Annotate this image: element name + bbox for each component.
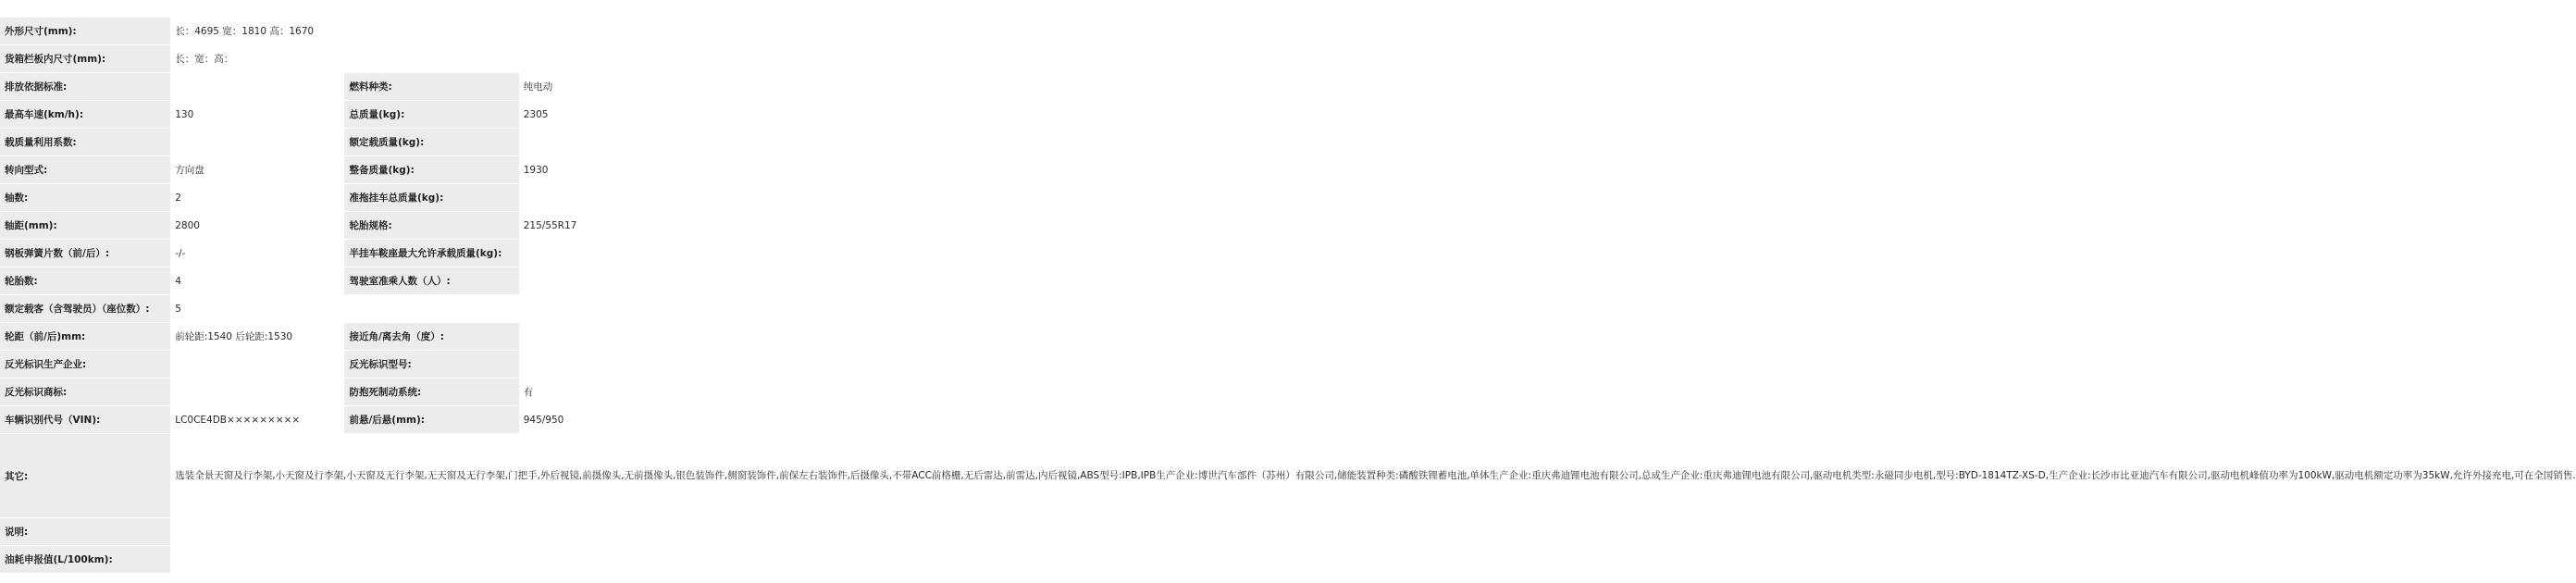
table-row xyxy=(0,240,694,267)
steering-type-label: 转向型式: xyxy=(0,156,170,184)
table-row xyxy=(0,434,694,518)
table-row xyxy=(0,129,694,156)
table-row xyxy=(0,184,694,212)
wheelbase-value: 2800 xyxy=(170,212,344,240)
track-width-value: 前轮距:1540 后轮距:1530 xyxy=(170,323,344,351)
reflector-maker-value xyxy=(170,351,344,378)
other-value: 选装全景天窗及行李架,小天窗及行李架,小天窗及无行李架,无天窗及无行李架,门把手,外后视镜,前摄像头,无前摄像头,银色装饰件,侧窗装饰件,前保左右装饰件,后摄像头,不带ACC前格栅,无后雷达,前雷达,内后视镜,ABS型号:IPB,IPB生产企业:博世汽车部件（苏州）有限公司,储能装置种类:磷酸铁锂蓄电池,单体生产企业:重庆弗迪锂电池有限公司,总成生产企业:重庆弗迪锂电池有限公司,驱动电机类型:永磁同步电机,型号:BYD-1814TZ-XS-D,生产企业:长沙市比亚迪汽车有限公司,驱动电机峰值功率为100kW,驱动电机额定功率为35kW,允许外接充电,可在全国销售. xyxy=(170,434,694,518)
reflector-brand-label: 反光标识商标: xyxy=(0,378,170,406)
notes-value xyxy=(170,518,694,546)
seat-count-label: 额定载客（含驾驶员）（座位数）: xyxy=(0,295,170,323)
tire-spec-label: 轮胎规格: xyxy=(344,212,518,240)
steering-type-value: 方向盘 xyxy=(170,156,344,184)
approach-angle-value xyxy=(519,323,694,351)
table-row xyxy=(0,156,694,184)
emission-standard-value xyxy=(170,73,344,101)
rated-load-value xyxy=(519,129,694,156)
seat-count-value: 5 xyxy=(170,295,694,323)
fuel-type-value: 纯电动 xyxy=(519,73,694,101)
tire-spec-value: 215/55R17 xyxy=(519,212,694,240)
vin-label: 车辆识别代号（VIN): xyxy=(0,406,170,434)
fuel-consumption-value xyxy=(170,546,694,574)
other-label: 其它: xyxy=(0,434,170,518)
vehicle-spec-table xyxy=(0,17,2576,574)
cargo-box-dimensions-value: 长：宽：高： xyxy=(170,45,694,73)
table-row xyxy=(0,406,694,434)
tire-count-label: 轮胎数: xyxy=(0,267,170,295)
max-speed-value: 130 xyxy=(170,101,344,129)
rated-load-label: 额定载质量(kg): xyxy=(344,129,518,156)
table-row xyxy=(0,518,694,546)
outer-dimensions-label: 外形尺寸(mm): xyxy=(0,18,170,45)
total-mass-value: 2305 xyxy=(519,101,694,129)
approach-angle-label: 接近角/离去角（度）: xyxy=(344,323,518,351)
abs-value: 有 xyxy=(519,378,694,406)
table-row xyxy=(0,351,694,378)
curb-weight-label: 整备质量(kg): xyxy=(344,156,518,184)
cab-capacity-label: 驾驶室准乘人数（人）: xyxy=(344,267,518,295)
leaf-spring-label: 钢板弹簧片数（前/后）: xyxy=(0,240,170,267)
fuel-consumption-label: 油耗申报值(L/100km): xyxy=(0,546,170,574)
abs-label: 防抱死制动系统: xyxy=(344,378,518,406)
fuel-type-label: 燃料种类: xyxy=(344,73,518,101)
table-row xyxy=(0,101,694,129)
tire-count-value: 4 xyxy=(170,267,344,295)
curb-weight-value: 1930 xyxy=(519,156,694,184)
saddle-load-value xyxy=(519,240,694,267)
emission-standard-label: 排放依据标准: xyxy=(0,73,170,101)
reflector-brand-value xyxy=(170,378,344,406)
load-utilization-value xyxy=(170,129,344,156)
table-row xyxy=(0,267,694,295)
vin-value: LC0CE4DB××××××××× xyxy=(170,406,344,434)
reflector-model-label: 反光标识型号: xyxy=(344,351,518,378)
total-mass-label: 总质量(kg): xyxy=(344,101,518,129)
table-row xyxy=(0,212,694,240)
table-row xyxy=(0,45,694,73)
axle-count-label: 轴数: xyxy=(0,184,170,212)
cab-capacity-value xyxy=(519,267,694,295)
table-row xyxy=(0,73,694,101)
table-row xyxy=(0,546,694,574)
load-utilization-label: 载质量利用系数: xyxy=(0,129,170,156)
axle-count-value: 2 xyxy=(170,184,344,212)
table-row xyxy=(0,378,694,406)
track-width-label: 轮距（前/后)mm: xyxy=(0,323,170,351)
wheelbase-label: 轴距(mm): xyxy=(0,212,170,240)
outer-dimensions-value: 长：4695 宽：1810 高：1670 xyxy=(170,18,694,45)
overhang-value: 945/950 xyxy=(519,406,694,434)
trailer-mass-label: 准拖挂车总质量(kg): xyxy=(344,184,518,212)
saddle-load-label: 半挂车鞍座最大允许承载质量(kg): xyxy=(344,240,518,267)
leaf-spring-value: -/- xyxy=(170,240,344,267)
table-row xyxy=(0,295,694,323)
overhang-label: 前悬/后悬(mm): xyxy=(344,406,518,434)
table-row xyxy=(0,18,694,45)
trailer-mass-value xyxy=(519,184,694,212)
reflector-model-value xyxy=(519,351,694,378)
cargo-box-dimensions-label: 货箱栏板内尺寸(mm): xyxy=(0,45,170,73)
reflector-maker-label: 反光标识生产企业: xyxy=(0,351,170,378)
max-speed-label: 最高车速(km/h): xyxy=(0,101,170,129)
notes-label: 说明: xyxy=(0,518,170,546)
table-row xyxy=(0,323,694,351)
